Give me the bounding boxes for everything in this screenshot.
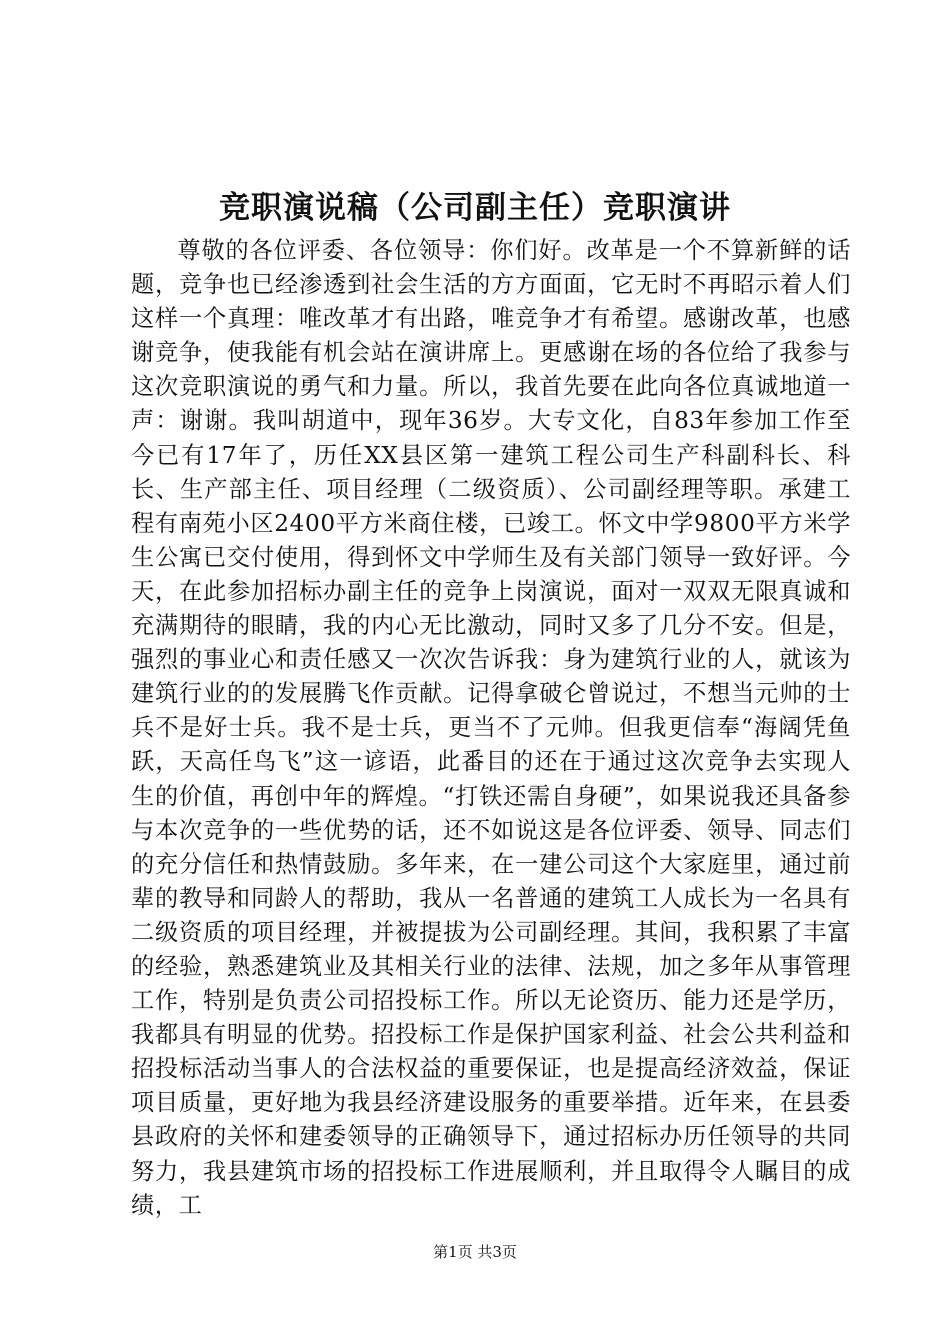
body-paragraph: 尊敬的各位评委、各位领导：你们好。改革是一个不算新鲜的话题，竞争也已经渗透到社会生活的方方面面，它无时不再昭示着人们这样一个真理：唯改革才有出路，唯竞争才有希望。感谢改革，也感谢竞争，使我能有机会站在演讲席上。更感谢在场的各位给了我参与这次竞职演说的勇气和力量。所以，我首先要在此向各位真诚地道一声：谢谢。我叫胡道中，现年36岁。大专文化，自83年参加工作至今已有17年了，历任XX县区第一建筑工程公司生产科副科长、科长、生产部主任、项目经理（二级资质）、公司副经理等职。承建工程有南苑小区2400平方米商住楼，已竣工。怀文中学9800平方米学生公寓已交付使用，得到怀文中学师生及有关部门领导一致好评。今天，在此参加招标办副主任的竞争上岗演说，面对一双双无限真诚和充满期待的眼睛，我的内心无比激动，同时又多了几分不安。但是，强烈的事业心和责任感又一次次告诉我：身为建筑行业的人，就该为建筑行业的的发展腾飞作贡献。记得拿破仑曾说过，不想当元帅的士兵不是好士兵。我不是士兵，更当不了元帅。但我更信奉“海阔凭鱼跃，天高任鸟飞”这一谚语，此番目的还在于通过这次竞争去实现人生的价值，再创中年的辉煌。“打铁还需自身硬”，如果说我还具备参与本次竞争的一些优势的话，还不如说这是各位评委、领导、同志们的充分信任和热情鼓励。多年来，在一建公司这个大家庭里，通过前辈的教导和同龄人的帮助，我从一名普通的建筑工人成长为一名具有二级资质的项目经理，并被提拔为公司副经理。其间，我积累了丰富的经验，熟悉建筑业及其相关行业的法律、法规，加之多年从事管理工作，特别是负责公司招投标工作。所以无论资历、能力还是学历，我都具有明显的优势。招投标工作是保护国家利益、社会公共利益和招投标活动当事人的合法权益的重要保证，也是提高经济效益，保证项目质量，更好地为我县经济建设服务的重要举措。近年来，在县委县政府的关怀和建委领导的正确领导下，通过招标办历任领导的共同努力，我县建筑市场的招投标工作进展顺利，并且取得令人瞩目的成绩，工 xyxy=(131,237,851,1219)
page-title: 竞职演说稿（公司副主任）竞职演讲 xyxy=(219,190,731,226)
page-number-footer: 第1页 共3页 xyxy=(433,1243,517,1261)
